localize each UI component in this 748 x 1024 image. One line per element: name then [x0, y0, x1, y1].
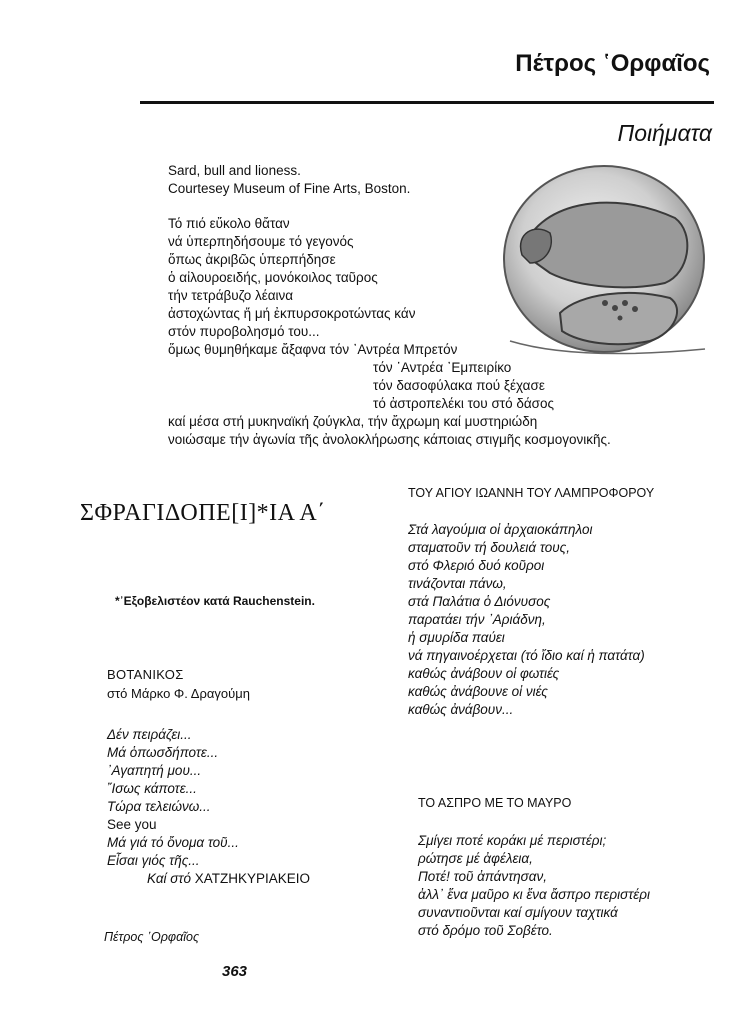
poem-line: στόν πυροβολησμό του...: [168, 324, 320, 339]
poem-line: νά ὑπερπηδήσουμε τό γεγονός: [168, 234, 354, 249]
poem-last-line: [107, 870, 310, 888]
poem-sard: [168, 215, 611, 449]
poem-line: στά Παλάτια ὁ Διόνυσος: [408, 594, 551, 609]
caption-line: Sard, bull and lioness.: [168, 163, 301, 178]
poem-line: τόν ᾿Αντρέα ᾿Εμπειρίκο: [373, 360, 512, 375]
poem-botanikos: [107, 726, 310, 888]
poem-line: στό Φλεριό δυό κοῦροι: [408, 558, 545, 573]
poem-line: στό δρόμο τοῦ Σοβέτο.: [418, 923, 553, 938]
poem-line: ῎Ισως κάποτε...: [107, 781, 197, 796]
poem-line: Εἶσαι γιός τῆς...: [107, 853, 200, 868]
poem-line: καθώς ἀνάβουνε οἱ νιές: [408, 684, 548, 699]
poem-line: Τό πιό εὔκολο θἄταν: [168, 216, 290, 231]
poem-line: Ποτέ! τοῦ ἀπάντησαν,: [418, 869, 548, 884]
poem-line: ρώτησε μέ ἀφέλεια,: [418, 851, 533, 866]
poem-line: Δέν πειράζει...: [107, 727, 192, 742]
poem-title-lamproforou: ΤΟΥ ΑΓΙΟΥ ΙΩΑΝΝΗ ΤΟΥ ΛΑΜΠΡΟΦΟΡΟΥ: [408, 486, 655, 500]
poem-title-botanikos: ΒΟΤΑΝΙΚΟΣ: [107, 667, 184, 682]
poem-line: τό ἀστροπελέκι του στό δάσος: [373, 396, 555, 411]
poem-dedication: στό Μάρκο Φ. Δραγούμη: [107, 686, 250, 701]
section-title: Ποιήματα: [617, 120, 712, 146]
poem-line: σταματοῦν τή δουλειά τους,: [408, 540, 570, 555]
header-rule: [140, 101, 714, 104]
poem-line: Μά γιά τό ὄνομα τοῦ...: [107, 835, 239, 850]
poem-line: ἀλλ᾿ ἕνα μαῦρο κι ἕνα ἄσπρο περιστέρι: [418, 887, 650, 902]
poem-last-line-roman: ΧΑΤΖΗΚΥΡΙΑΚΕΙΟ: [194, 871, 311, 886]
poem-line: ὅπως ἀκριβῶς ὑπερπήδησε: [168, 252, 336, 267]
poem-line: Τώρα τελειώνω...: [107, 799, 211, 814]
poem-title-aspro-mavro: ΤΟ ΑΣΠΡΟ ΜΕ ΤΟ ΜΑΥΡΟ: [418, 796, 572, 810]
poem-line: ὁ αἰλουροειδής, μονόκοιλος ταῦρος: [168, 270, 378, 285]
footnote: *᾿Εξοβελιστέον κατά Rauchenstein.: [115, 594, 315, 608]
poem-line: τινάζονται πάνω,: [408, 576, 507, 591]
cycle-title: ΣΦΡΑΓΙΔΟΠΕ[Ι]*ΙΑ Α΄: [80, 500, 326, 526]
poem-line: νά πηγαινοέρχεται (τό ἴδιο καί ἡ πατάτα): [408, 648, 645, 663]
poem-line: ἡ σμυρίδα παύει: [408, 630, 505, 645]
poem-line: ἀστοχώντας ἤ μή ἐκπυρσοκροτώντας κάν: [168, 306, 416, 321]
author-signature: Πέτρος ῾Ορφαῖος: [104, 930, 200, 944]
poem-lamproforou: [408, 521, 645, 719]
poem-line: ὅμως θυμηθήκαμε ἄξαφνα τόν ᾿Αντρέα Μπρετόν: [168, 342, 458, 357]
poem-line: Στά λαγούμια οἱ ἀρχαιοκάπηλοι: [408, 522, 593, 537]
poem-line: τόν δασοφύλακα πού ξέχασε: [373, 378, 545, 393]
poem-aspro-mavro: [418, 832, 650, 940]
poem-line: τήν τετράβυζο λέαινα: [168, 288, 294, 303]
poem-last-line-italic: Καί στό: [147, 871, 191, 886]
poem-line: παρατάει τήν ᾿Αριάδνη,: [408, 612, 546, 627]
poem-line: Σμίγει ποτέ κοράκι μέ περιστέρι;: [418, 833, 607, 848]
poem-line: νοιώσαμε τήν ἀγωνία τῆς ἀνολοκλήρωσης κάποιας στιγμῆς κοσμογονικῆς.: [168, 432, 611, 447]
poem-line: καθώς ἀνάβουν οἱ φωτιές: [408, 666, 560, 681]
poem-line: συναντιοῦνται καί σμίγουν ταχτικά: [418, 905, 618, 920]
author-header: Πέτρος ῾Ορφαῖος: [515, 50, 710, 77]
poem-line: See you: [107, 817, 157, 832]
poem-line: καθώς ἀνάβουν...: [408, 702, 514, 717]
page-number: 363: [222, 963, 248, 980]
image-caption: [168, 162, 410, 198]
poem-line: ᾿Αγαπητή μου...: [107, 763, 202, 778]
caption-line: Courtesey Museum of Fine Arts, Boston.: [168, 181, 411, 196]
poem-line: Μά ὁπωσδήποτε...: [107, 745, 219, 760]
poem-line: καί μέσα στή μυκηναϊκή ζούγκλα, τήν ἄχρωμη καί μυστηριώδη: [168, 414, 538, 429]
